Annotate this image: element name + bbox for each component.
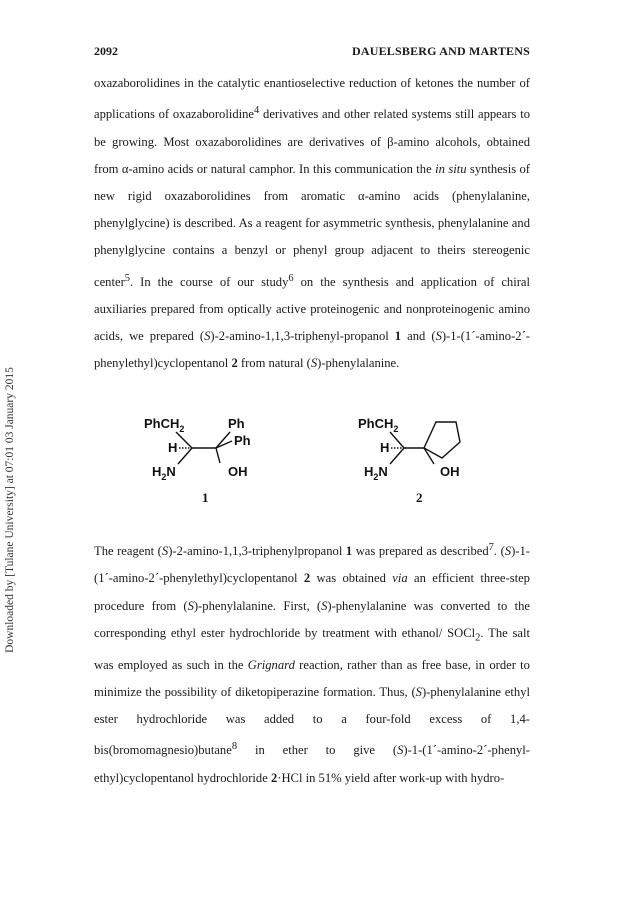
italic-term: via [392, 571, 408, 586]
download-watermark [2, 300, 18, 720]
stereo-descriptor: S [187, 598, 194, 613]
reference-superscript: 5 [124, 272, 131, 284]
text-run: The reagent ( [94, 544, 162, 559]
text-run: )-2-amino-1,1,3-triphenyl-propanol [210, 329, 395, 344]
compound-1-h: H [168, 440, 178, 455]
compound-1-label: 1 [202, 490, 209, 505]
compound-1-oh: OH [228, 464, 248, 479]
stereo-descriptor: S [397, 743, 404, 758]
compound-1-bond-ch2 [176, 432, 192, 448]
compound-2-h: H [380, 440, 390, 455]
compound-number: 2 [231, 356, 238, 371]
text-run: was obtained [310, 571, 393, 586]
cyclopentane-ring [424, 422, 460, 458]
text-run: on the synthesis and application of chiral auxiliaries prepared from optically active proteinogenic and nonproteinogenic amino acids, we prepared ( [94, 274, 530, 344]
text-run: )-1-(1´-amino-2´-phenylethyl)cyclopentanol [94, 544, 530, 586]
italic-term: Grignard [247, 657, 295, 672]
stereo-descriptor: S [435, 329, 442, 344]
text-run: and ( [401, 329, 436, 344]
structure-scheme [94, 410, 530, 510]
text-run: )-phenylalanine. [317, 356, 400, 371]
compound-2-phch2: PhCH$_2$ [358, 416, 399, 434]
compound-1-h2n: $H_2N$ [152, 464, 176, 482]
reference-superscript: 7 [488, 542, 494, 553]
text-run: )-1-(1´-amino-2´-phenylethyl)cyclopentanol [94, 329, 530, 371]
compound-number: 1 [394, 329, 402, 344]
compound-2-bond-ch2 [390, 432, 404, 448]
reference-superscript: 8 [231, 741, 238, 753]
text-run: was prepared as described [352, 544, 489, 559]
compound-1-bond-cn [178, 448, 192, 464]
text-run: . In the course of our study [130, 274, 289, 289]
text-run: ·HCl in 51% yield after work-up with hydro- [277, 770, 505, 785]
chemical-subscript: 2 [475, 632, 481, 644]
stereo-descriptor: S [504, 544, 512, 559]
text-run: )-2-amino-1,1,3-triphenylpropanol [168, 544, 346, 559]
reference-superscript: 6 [288, 272, 294, 284]
compound-1-phch2: PhCH$_2$ [144, 416, 185, 434]
stereo-descriptor: S [161, 544, 169, 559]
text-run: derivatives and other related systems still appears to be growing. Most oxazaborolidines are derivatives of β-amino alcohols, obtained from α-amino acids or natural camphor. In this communication the [94, 107, 530, 176]
stereo-descriptor: S [204, 329, 211, 344]
text-run: )-1-(1´-amino-2´-phenyl-ethyl)cyclopentanol hydrochloride [94, 743, 530, 785]
structure-drawing [94, 410, 530, 510]
running-head: DAUELSBERG AND MARTENS [351, 44, 530, 58]
text-run: from natural ( [237, 356, 311, 371]
body-paragraph-2 [94, 534, 530, 792]
text-run: oxazaborolidines in the catalytic enantioselective reduction of ketones the number of applications of oxazaborolidine [94, 76, 530, 122]
page-header [94, 44, 530, 60]
download-watermark-text: Downloaded by [Tulane University] at 07:01 03 January 2015 [4, 367, 16, 653]
text-run: )-phenylalanine ethyl ester hydrochloride was added to a four-fold excess of 1,4-bis(bromomagnesio)butane [94, 684, 530, 758]
compound-2-bond-cn [390, 448, 404, 464]
stereo-descriptor: S [415, 684, 422, 699]
text-run: )-phenylalanine. First, ( [193, 598, 322, 613]
text-run: an efficient three-step procedure from ( [94, 571, 530, 613]
text-run: . The salt was employed as such in the [94, 625, 530, 672]
reference-superscript: 4 [254, 105, 260, 117]
stereo-descriptor: S [310, 356, 318, 371]
body-paragraph-1 [94, 70, 530, 378]
page-number: 2092 [94, 44, 118, 58]
compound-number: 2 [270, 770, 278, 785]
compound-number: 1 [345, 544, 353, 559]
compound-2-h2n: $H_2N$ [364, 464, 388, 482]
italic-term: in situ [435, 161, 467, 176]
text-run: . ( [493, 544, 505, 559]
stereo-descriptor: S [321, 598, 328, 613]
text-run: in ether to give ( [237, 743, 398, 758]
compound-1-ph-top: Ph [228, 416, 245, 431]
compound-2-label: 2 [416, 490, 423, 505]
compound-1-structure [144, 416, 251, 505]
text-run: synthesis of new rigid oxazaborolidines from aromatic α-amino acids (phenylalanine, phenylglycine) is described. As a reagent for asymmetric synthesis, phenylalanine and phenylglycine contains a benzyl or phenyl group adjacent to theirs stereogenic center [94, 161, 531, 289]
compound-number: 2 [303, 571, 311, 586]
compound-1-bond-oh [216, 448, 220, 463]
compound-2-oh: OH [440, 464, 460, 479]
compound-2-structure [358, 416, 460, 505]
compound-1-ph-side: Ph [234, 433, 251, 448]
text-run: reaction, rather than as free base, in order to minimize the possibility of diketopiperazine formation. Thus, ( [94, 657, 530, 699]
text-run: )-phenylalanine was converted to the corresponding ethyl ester hydrochloride by treatment with ethanol/ SOCl [94, 598, 530, 640]
